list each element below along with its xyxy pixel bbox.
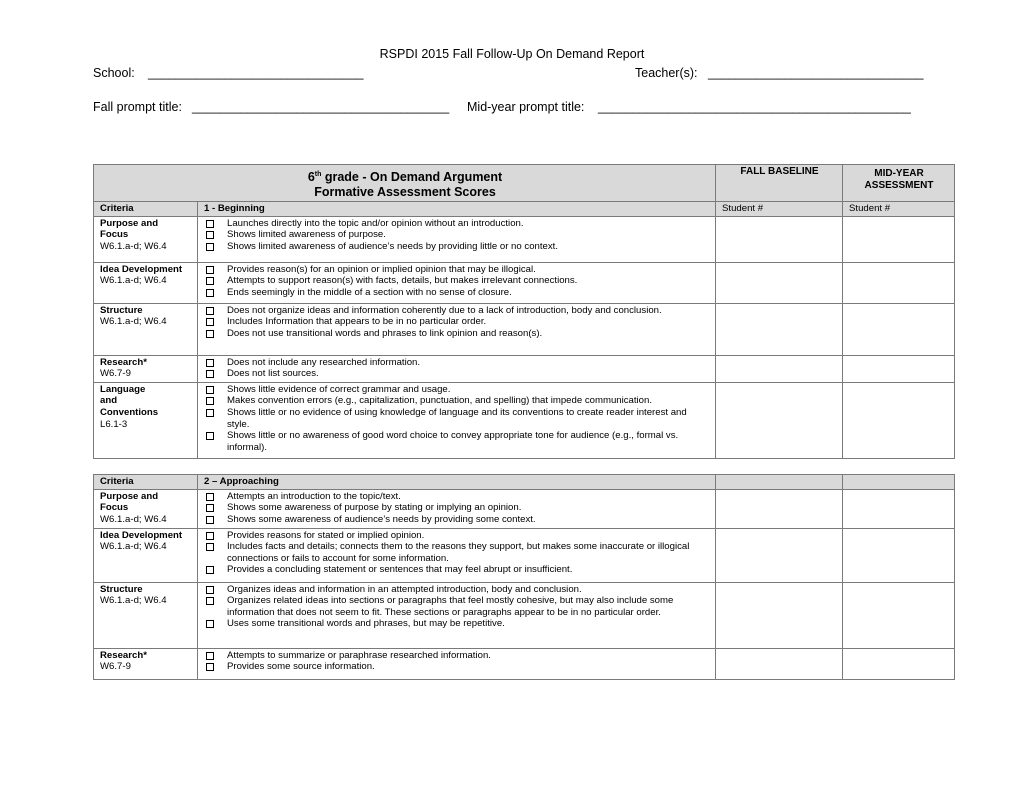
criteria-name: Focus bbox=[100, 229, 129, 241]
checkbox-item[interactable]: Organizes ideas and information in an attempted introduction, body and conclusion. bbox=[204, 584, 710, 596]
score-cell-midyear[interactable] bbox=[843, 489, 955, 528]
descriptors-cell bbox=[198, 262, 716, 303]
criteria-name: and bbox=[100, 395, 118, 407]
criteria-name: Research* bbox=[100, 649, 147, 661]
criteria-name: Purpose and bbox=[100, 490, 159, 502]
score-cell-midyear[interactable] bbox=[843, 582, 955, 648]
standard-code: W6.7-9 bbox=[100, 661, 131, 673]
checkbox-item[interactable]: Organizes related ideas into sections or paragraphs that feel mostly cohesive, but may also include some information that does not seem to fit. These sections or paragraphs appear to be in no particular order. bbox=[204, 595, 710, 618]
criteria-name: Idea Development bbox=[100, 263, 183, 275]
standard-code: W6.1.a-d; W6.4 bbox=[100, 316, 167, 328]
checkbox-item[interactable]: Includes facts and details; connects them to the reasons they support, but makes some inaccurate or illogical connections or fails to account for some information. bbox=[204, 541, 710, 564]
checkbox-item[interactable]: Does not use transitional words and phrases to link opinion and reason(s). bbox=[204, 328, 710, 340]
checkbox-item[interactable]: Attempts to summarize or paraphrase researched information. bbox=[204, 650, 710, 662]
descriptors-cell bbox=[198, 489, 716, 528]
criteria-name: Language bbox=[100, 383, 146, 395]
standard-code: W6.1.a-d; W6.4 bbox=[100, 541, 167, 553]
criteria-cell bbox=[94, 382, 198, 458]
checkbox-item[interactable]: Launches directly into the topic and/or opinion without an introduction. bbox=[204, 218, 710, 230]
score-cell-fall[interactable] bbox=[716, 648, 843, 679]
checkbox-item[interactable]: Ends seemingly in the middle of a section with no sense of closure. bbox=[204, 287, 710, 299]
standard-code: W6.1.a-d; W6.4 bbox=[100, 595, 167, 607]
score-cell-fall[interactable] bbox=[716, 582, 843, 648]
score-cell-fall[interactable] bbox=[716, 355, 843, 382]
score-cell-midyear[interactable] bbox=[843, 648, 955, 679]
descriptors-cell bbox=[198, 355, 716, 382]
fall-baseline-header: FALL BASELINE bbox=[716, 165, 843, 202]
descriptors-cell bbox=[198, 648, 716, 679]
standard-code: W6.7-9 bbox=[100, 368, 131, 380]
score-cell-midyear[interactable] bbox=[843, 303, 955, 355]
standard-code: W6.1.a-d; W6.4 bbox=[100, 513, 167, 525]
criteria-name: Focus bbox=[100, 502, 129, 514]
checkbox-item[interactable]: Does not list sources. bbox=[204, 368, 710, 380]
criteria-cell bbox=[94, 216, 198, 262]
rubric-row bbox=[94, 303, 955, 355]
rubric-row bbox=[94, 582, 955, 648]
score-cell-fall[interactable] bbox=[716, 489, 843, 528]
criteria-cell bbox=[94, 262, 198, 303]
rubric-row bbox=[94, 382, 955, 458]
checkbox-item[interactable]: Shows little evidence of correct grammar and usage. bbox=[204, 384, 710, 396]
criteria-name: Research* bbox=[100, 356, 147, 368]
score-cell-midyear[interactable] bbox=[843, 216, 955, 262]
descriptors-cell bbox=[198, 216, 716, 262]
beginning-rubric-table bbox=[93, 164, 955, 459]
criteria-cell bbox=[94, 528, 198, 582]
criteria-header-row bbox=[94, 475, 955, 490]
school-label: School: bbox=[93, 66, 135, 80]
criteria-cell bbox=[94, 303, 198, 355]
checkbox-item[interactable]: Provides reason(s) for an opinion or implied opinion that may be illogical. bbox=[204, 264, 710, 276]
score-cell-fall[interactable] bbox=[716, 262, 843, 303]
table-title-row bbox=[94, 165, 955, 202]
score-header-fall bbox=[716, 475, 843, 490]
checkbox-item[interactable]: Attempts an introduction to the topic/text. bbox=[204, 491, 710, 503]
teacher-label: Teacher(s): bbox=[635, 66, 698, 80]
checkbox-item[interactable]: Includes Information that appears to be in no particular order. bbox=[204, 316, 710, 328]
student-header-midyear: Student # bbox=[843, 202, 955, 217]
standard-code: L6.1-3 bbox=[100, 418, 128, 430]
checkbox-item[interactable]: Uses some transitional words and phrases, but may be repetitive. bbox=[204, 618, 710, 630]
level-header: 2 – Approaching bbox=[198, 475, 716, 490]
fall-prompt-field[interactable]: _____________________________________ bbox=[192, 100, 450, 114]
score-cell-fall[interactable] bbox=[716, 216, 843, 262]
level-header: 1 - Beginning bbox=[198, 202, 716, 217]
criteria-header: Criteria bbox=[94, 202, 198, 217]
rubric-row bbox=[94, 216, 955, 262]
school-field[interactable]: _______________________________ bbox=[148, 66, 364, 80]
score-cell-fall[interactable] bbox=[716, 528, 843, 582]
midyear-prompt-field[interactable]: _____________________________________________ bbox=[598, 100, 911, 114]
criteria-cell bbox=[94, 582, 198, 648]
checkbox-item[interactable]: Shows some awareness of audience’s needs by providing some context. bbox=[204, 514, 710, 526]
rubric-row bbox=[94, 648, 955, 679]
checkbox-item[interactable]: Provides a concluding statement or sentences that may feel abrupt or insufficient. bbox=[204, 564, 710, 576]
checkbox-item[interactable]: Attempts to support reason(s) with facts, details, but makes irrelevant connections. bbox=[204, 275, 710, 287]
score-cell-midyear[interactable] bbox=[843, 528, 955, 582]
criteria-cell bbox=[94, 489, 198, 528]
checkbox-item[interactable]: Shows some awareness of purpose by stating or implying an opinion. bbox=[204, 502, 710, 514]
checkbox-item[interactable]: Shows little or no awareness of good word choice to convey appropriate tone for audience (e.g., formal vs. informal). bbox=[204, 430, 710, 453]
descriptors-cell bbox=[198, 582, 716, 648]
checkbox-item[interactable]: Does not include any researched information. bbox=[204, 357, 710, 369]
score-cell-fall[interactable] bbox=[716, 382, 843, 458]
score-cell-fall[interactable] bbox=[716, 303, 843, 355]
rubric-row bbox=[94, 355, 955, 382]
score-cell-midyear[interactable] bbox=[843, 382, 955, 458]
table-title: 6th grade - On Demand Argument Formative Assessment Scores bbox=[94, 165, 716, 202]
rubric-row bbox=[94, 489, 955, 528]
criteria-name: Structure bbox=[100, 304, 143, 316]
criteria-name: Purpose and bbox=[100, 217, 159, 229]
checkbox-item[interactable]: Does not organize ideas and information coherently due to a lack of introduction, body and conclusion. bbox=[204, 305, 710, 317]
descriptors-cell bbox=[198, 382, 716, 458]
checkbox-item[interactable]: Provides some source information. bbox=[204, 661, 710, 673]
checkbox-item[interactable]: Shows limited awareness of audience’s needs by providing little or no context. bbox=[204, 241, 710, 253]
checkbox-item[interactable]: Makes convention errors (e.g., capitalization, punctuation, and spelling) that impede communication. bbox=[204, 395, 710, 407]
criteria-header: Criteria bbox=[94, 475, 198, 490]
checkbox-item[interactable]: Provides reasons for stated or implied opinion. bbox=[204, 530, 710, 542]
criteria-name: Conventions bbox=[100, 406, 159, 418]
criteria-cell bbox=[94, 648, 198, 679]
descriptors-cell bbox=[198, 303, 716, 355]
criteria-name: Idea Development bbox=[100, 529, 183, 541]
score-cell-midyear[interactable] bbox=[843, 262, 955, 303]
fall-prompt-label: Fall prompt title: bbox=[93, 100, 182, 114]
student-header-fall: Student # bbox=[716, 202, 843, 217]
checkbox-item[interactable]: Shows little or no evidence of using knowledge of language and its conventions to create reader interest and style. bbox=[204, 407, 710, 430]
rubric-row bbox=[94, 528, 955, 582]
score-cell-midyear[interactable] bbox=[843, 355, 955, 382]
standard-code: W6.1.a-d; W6.4 bbox=[100, 275, 167, 287]
midyear-prompt-label: Mid-year prompt title: bbox=[467, 100, 585, 114]
criteria-cell bbox=[94, 355, 198, 382]
criteria-name: Structure bbox=[100, 583, 143, 595]
descriptors-cell bbox=[198, 528, 716, 582]
standard-code: W6.1.a-d; W6.4 bbox=[100, 240, 167, 252]
midyear-assessment-header: MID-YEAR ASSESSMENT bbox=[843, 165, 955, 202]
rubric-row bbox=[94, 262, 955, 303]
approaching-rubric-table bbox=[93, 474, 955, 680]
checkbox-item[interactable]: Shows limited awareness of purpose. bbox=[204, 229, 710, 241]
criteria-header-row bbox=[94, 202, 955, 217]
teacher-field[interactable]: _______________________________ bbox=[708, 66, 924, 80]
score-header-midyear bbox=[843, 475, 955, 490]
report-title: RSPDI 2015 Fall Follow-Up On Demand Report bbox=[379, 47, 645, 61]
